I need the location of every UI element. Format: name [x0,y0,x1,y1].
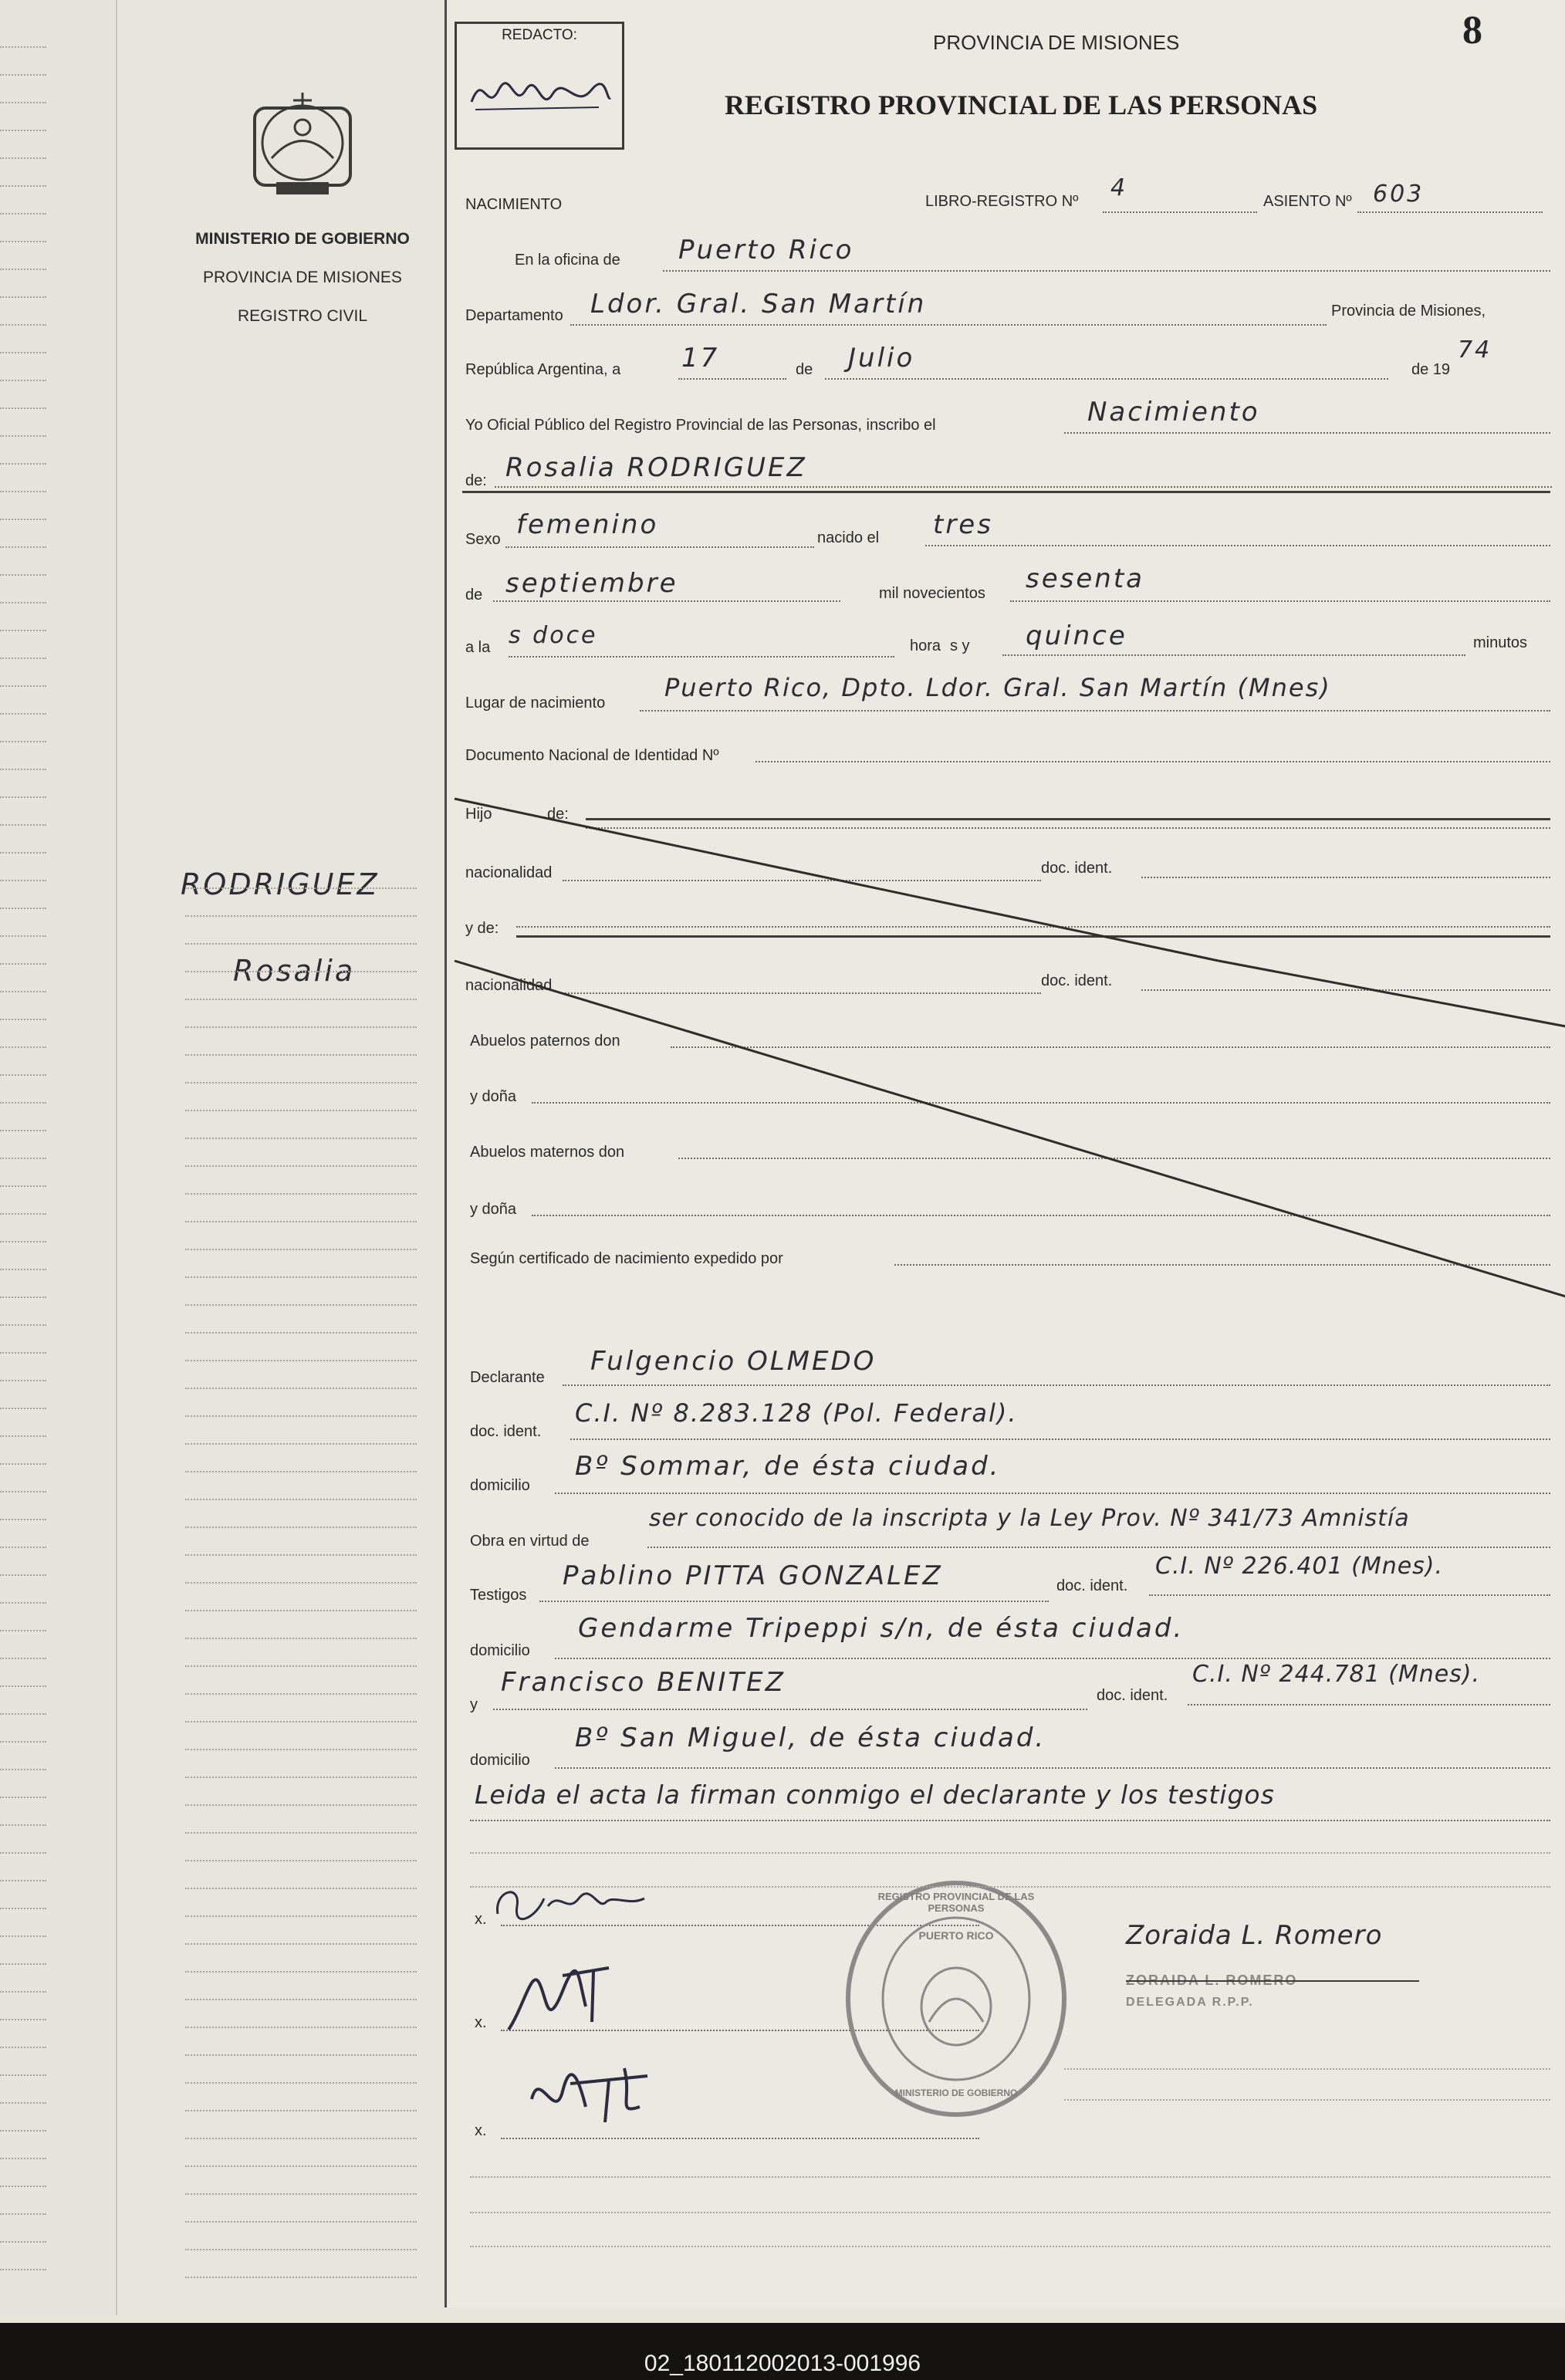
ruled-line [0,1713,46,1715]
obra-value: ser conocido de la inscripta y la Ley Prov. Nº 341/73 Amnistía [649,1505,1410,1532]
ruled-line [0,46,46,48]
ruled-line [0,852,46,854]
ruled-line [0,1269,46,1270]
dni-label: Documento Nacional de Identidad Nº [465,747,719,764]
ruled-line [0,102,46,103]
ruled-line [0,1491,46,1493]
nacionalidad-label-2: nacionalidad [465,977,553,994]
y-dona-label-1: y doña [470,1088,517,1105]
libro-label: LIBRO-REGISTRO Nº [925,193,1079,210]
ruled-line [185,2165,417,2167]
abuelos-maternos-label: Abuelos maternos don [470,1144,625,1161]
ruled-line [0,1463,46,1465]
de-nombre-label: de: [465,472,487,489]
ruled-line [0,2269,46,2270]
ruled-line [0,2102,46,2104]
ruled-line [0,2213,46,2215]
ruled-line [185,1665,417,1667]
testigo1-value: Pablino PITTA GONZALEZ [563,1560,943,1591]
registry-label: REGISTRO CIVIL [237,307,368,325]
lugar-value: Puerto Rico, Dpto. Ldor. Gral. San Martín (Mnes) [664,673,1331,702]
stamp-text: REGISTRO PROVINCIAL DE LAS PERSONAS [877,1891,1035,1914]
de-mes-label: de [465,587,483,603]
ruled-line [0,241,46,242]
ruled-line [0,1380,46,1381]
official-title: DELEGADA R.P.P. [1126,1996,1254,2009]
ruled-line [185,1943,417,1945]
de-label: de [796,361,813,378]
ruled-line [185,2249,417,2250]
testigo2-domicilio-value: Bº San Miguel, de ésta ciudad. [575,1722,1046,1753]
redacto-box [455,22,624,150]
domicilio-label-1: domicilio [470,1477,530,1494]
registry-title: REGISTRO PROVINCIAL DE LAS PERSONAS [725,90,1318,120]
ruled-line [0,130,46,131]
ruled-line [185,1443,417,1445]
ruled-line [0,269,46,270]
ruled-line [0,1769,46,1770]
ruled-line [185,1138,417,1139]
dia-value: 17 [681,343,720,374]
oficial-text: Yo Oficial Público del Registro Provincial de las Personas, inscribo el [465,417,936,434]
ruled-line [185,1554,417,1556]
official-signature: Zoraida L. Romero [1126,1920,1383,1951]
republica-label: República Argentina, a [465,361,621,378]
ruled-line [185,2054,417,2056]
ruled-line [0,324,46,326]
ruled-line [185,1860,417,1861]
ruled-line [0,796,46,798]
testigo2-value: Francisco BENITEZ [501,1667,786,1698]
certificado-label: Según certificado de nacimiento expedido por [470,1250,783,1267]
ruled-line [0,1046,46,1048]
province-heading: PROVINCIA DE MISIONES [933,31,1180,54]
ruled-line [185,915,417,917]
ruled-line [0,1213,46,1215]
declarante-value: Fulgencio OLMEDO [590,1346,877,1377]
ruled-line [0,1296,46,1298]
margin-given-name: Rosalia [233,954,356,988]
ruled-line [0,1019,46,1020]
ruled-line [0,1519,46,1520]
declarante-signature [490,1875,660,1929]
ruled-line [185,2221,417,2223]
ruled-line [0,1074,46,1076]
official-stamp [840,1875,1072,2122]
asiento-label: ASIENTO Nº [1263,193,1352,210]
acto-value: Nacimiento [1087,397,1260,428]
nacido-label: nacido el [817,529,880,546]
ruled-line [0,824,46,826]
ruled-line [0,1880,46,1881]
cierre-value: Leida el acta la firman conmigo el declarante y los testigos [475,1780,1275,1810]
page-number: 8 [1462,8,1482,52]
ruled-line [0,352,46,353]
ruled-line [185,1360,417,1361]
ruled-line [185,2110,417,2111]
ruled-line [185,887,417,889]
ruled-line [0,1658,46,1659]
ruled-line [0,1408,46,1409]
anio-value: 74 [1458,336,1492,363]
testigo2-signature [516,2053,671,2130]
hora-value: s doce [509,622,598,649]
hijo-de-label: de: [547,806,569,823]
ruled-line [0,1130,46,1131]
mil-label: mil novecientos [879,585,985,602]
ruled-line [185,971,417,972]
testigo1-doc-label: doc. ident. [1056,1577,1128,1594]
ruled-line [0,1963,46,1965]
ruled-line [185,999,417,1000]
oficina-label: En la oficina de [515,252,620,269]
ruled-line [0,685,46,687]
ruled-line [185,1721,417,1722]
official-name: ZORAIDA L. ROMERO [1126,1973,1298,1988]
ruled-line [0,1241,46,1242]
ruled-line [185,2138,417,2139]
ruled-line [185,1026,417,1028]
a-las-label: a la [465,639,491,656]
previous-page-strip [0,0,117,2315]
doc-ident-label-1: doc. ident. [1041,860,1113,877]
ruled-line [185,1332,417,1334]
ruled-line [0,1991,46,1993]
ruled-line [0,74,46,76]
y-dona-label-2: y doña [470,1201,517,1218]
ruled-line [185,1777,417,1778]
ruled-line [0,296,46,298]
margin-surname: RODRIGUEZ [181,867,380,901]
ruled-line [185,1915,417,1917]
de-anio-label: de 19 [1411,361,1451,378]
ruled-line [0,2047,46,2048]
ruled-line [0,1158,46,1159]
doc-ident-decl-label: doc. ident. [470,1423,542,1440]
ruled-line [185,1110,417,1111]
ruled-line [0,380,46,381]
ruled-line [185,1054,417,1056]
ruled-line [185,2027,417,2028]
ruled-line [0,991,46,992]
ruled-line [0,1102,46,1104]
cancellation-lines [447,795,1565,1327]
testigo1-domicilio-value: Gendarme Tripeppi s/n, de ésta ciudad. [578,1613,1185,1644]
departamento-label: Departamento [465,307,563,324]
ruled-line [0,435,46,437]
ruled-line [0,2130,46,2132]
ruled-line [185,1388,417,1389]
ruled-line [0,185,46,187]
ruled-line [0,741,46,742]
ruled-line [185,1804,417,1806]
ruled-line [0,157,46,159]
sexo-value: femenino [516,509,659,540]
ruled-line [185,1526,417,1528]
stamp-ministry: MINISTERIO DE GOBIERNO [894,2088,1018,2098]
redacto-signature [468,67,614,121]
hijo-label: Hijo [465,806,492,823]
ruled-line [0,908,46,909]
ruled-line [185,1999,417,2000]
ruled-line [0,1797,46,1798]
ruled-line [185,1471,417,1472]
ruled-line [0,1908,46,1909]
ruled-line [0,1435,46,1437]
oficina-value: Puerto Rico [678,235,854,265]
ruled-line [185,1249,417,1250]
ruled-line [185,1693,417,1695]
ruled-line [185,1276,417,1278]
ruled-line [0,935,46,937]
ruled-line [0,1185,46,1187]
doc-ident-label-2: doc. ident. [1041,972,1113,989]
ruled-line [0,1574,46,1576]
image-code: 02_180112002013-001996 [644,2351,921,2376]
obra-label: Obra en virtud de [470,1533,590,1550]
signature-x-1: x. [475,1911,487,1928]
ruled-line [185,1638,417,1639]
signature-x-2: x. [475,2014,487,2031]
ruled-line [0,630,46,631]
ruled-line [0,1602,46,1604]
testigo2-doc-value: C.I. Nº 244.781 (Mnes). [1192,1661,1481,1688]
ruled-line [185,2082,417,2084]
ruled-line [0,963,46,965]
ruled-line [0,769,46,770]
ruled-line [185,1499,417,1500]
ruled-line [185,1888,417,1889]
nacimiento-label: NACIMIENTO [465,196,563,213]
signature-x-3: x. [475,2122,487,2139]
birth-record-form [444,0,1565,2307]
ruled-line [0,1852,46,1854]
sexo-label: Sexo [465,531,501,548]
ruled-line [185,1165,417,1167]
ruled-line [0,2186,46,2187]
ruled-line [0,1685,46,1687]
ruled-line [185,1832,417,1834]
ruled-line [185,1582,417,1584]
minutos-value: quince [1026,620,1127,651]
ruled-line [185,943,417,945]
testigo2-doc-label: doc. ident. [1097,1687,1168,1704]
ruled-line [0,1630,46,1631]
nacido-mes-value: septiembre [505,568,678,599]
y-label: y [470,1696,478,1713]
ruled-line [0,1324,46,1326]
testigo1-doc-value: C.I. Nº 226.401 (Mnes). [1155,1553,1444,1580]
abuelos-paternos-label: Abuelos paternos don [470,1033,620,1050]
ruled-line [0,1741,46,1743]
ruled-line [0,546,46,548]
ruled-line [0,1352,46,1354]
ruled-line [0,2158,46,2159]
province-label: PROVINCIA DE MISIONES [203,269,402,286]
nacido-dia-value: tres [933,509,993,540]
ruled-line [0,658,46,659]
ruled-line [0,2019,46,2020]
ministry-title: MINISTERIO DE GOBIERNO [195,230,410,248]
declarante-label: Declarante [470,1369,545,1386]
ruled-line [0,574,46,576]
ruled-line [0,713,46,715]
doc-ident-decl-value: C.I. Nº 8.283.128 (Pol. Federal). [575,1398,1018,1428]
provincia-suffix: Provincia de Misiones, [1331,303,1486,319]
mes-value: Julio [848,343,915,374]
stamp-town: PUERTO RICO [918,1929,994,1942]
horas-label: hora [910,637,941,654]
ruled-line [185,1610,417,1611]
redacto-label: REDACTO: [502,27,577,43]
left-margin-panel [117,0,441,2307]
ruled-line [0,2074,46,2076]
ruled-line [0,491,46,492]
ruled-line [0,463,46,465]
minutos-label: minutos [1473,634,1528,651]
ruled-line [0,1547,46,1548]
lugar-label: Lugar de nacimiento [465,695,606,712]
domicilio-decl-value: Bº Sommar, de ésta ciudad. [575,1451,1001,1482]
ruled-line [185,1082,417,1084]
ruled-line [185,1193,417,1195]
domicilio-label-3: domicilio [470,1752,530,1769]
ruled-line [185,1971,417,1973]
ruled-line [0,880,46,881]
ruled-line [185,1304,417,1306]
ruled-line [0,407,46,409]
ruled-line [185,1415,417,1417]
departamento-value: Ldor. Gral. San Martín [590,289,927,319]
nombre-value: Rosalia RODRIGUEZ [505,452,807,483]
ruled-line [0,213,46,215]
horas-suffix: s y [950,637,970,654]
ruled-line [185,1221,417,1222]
ruled-line [0,519,46,520]
domicilio-label-2: domicilio [470,1642,530,1659]
y-de-label: y de: [465,920,499,937]
ruled-line [0,2241,46,2243]
ruled-line [0,602,46,603]
asiento-value: 603 [1373,181,1425,208]
ruled-line [185,1749,417,1750]
nacionalidad-label-1: nacionalidad [465,864,553,881]
provincial-seal-icon [248,85,357,201]
ruled-line [0,1935,46,1937]
libro-value: 4 [1110,174,1128,201]
ruled-line [185,2193,417,2195]
ruled-line [0,1824,46,1826]
ruled-line [185,2277,417,2278]
testigos-label: Testigos [470,1587,527,1604]
nacido-anio-value: sesenta [1026,563,1144,594]
testigo1-signature [493,1960,632,2037]
